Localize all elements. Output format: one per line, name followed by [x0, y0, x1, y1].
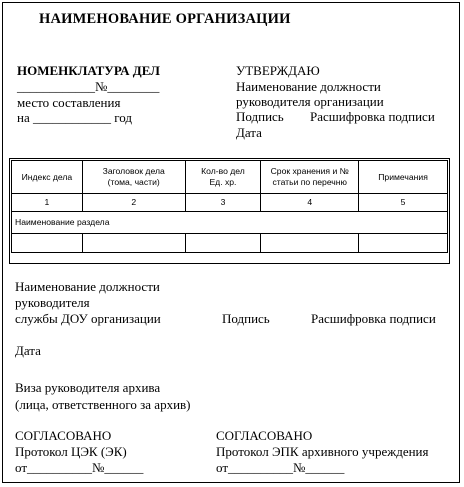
table-cell	[185, 234, 261, 253]
header-cell-retention: Срок хранения и № статьи по перечню	[261, 161, 359, 194]
table-section-row	[12, 212, 448, 234]
place-of-compilation: место составления	[17, 95, 121, 110]
archive-visa-line-2: (лица, ответственного за архив)	[15, 397, 191, 412]
header-cell-notes: Примечания	[359, 161, 448, 194]
approver-date: Дата	[236, 125, 262, 140]
column-number: 5	[359, 194, 448, 212]
approver-position-line-1: Наименование должности	[236, 79, 381, 94]
number-line: ____________№________	[17, 79, 160, 94]
year-line: на ____________ год	[17, 110, 132, 125]
agreed-right: СОГЛАСОВАНО	[216, 428, 313, 443]
table-header-row	[12, 161, 448, 194]
approver-signature-decoding: Расшифровка подписи	[310, 109, 435, 124]
table-cell	[12, 234, 83, 253]
head-position-line-2: руководителя	[15, 295, 90, 310]
protocol-left: Протокол ЦЭК (ЭК)	[15, 444, 127, 459]
header-cell-count: Кол-во дел Ед. хр.	[185, 161, 261, 194]
approve-label: УТВЕРЖДАЮ	[236, 63, 320, 78]
column-number: 1	[12, 194, 83, 212]
table-empty-row	[12, 234, 448, 253]
head-position-line-3: службы ДОУ организации	[15, 311, 161, 326]
section-name-cell: Наименование раздела	[12, 212, 448, 234]
protocol-left-date-number: от__________№______	[15, 460, 144, 475]
approver-position-line-2: руководителя организации	[236, 94, 384, 109]
nomenclature-heading: НОМЕНКЛАТУРА ДЕЛ	[17, 63, 160, 78]
table-cell	[82, 234, 185, 253]
table-cell	[261, 234, 359, 253]
head-position-line-1: Наименование должности	[15, 279, 160, 294]
document-title: НАИМЕНОВАНИЕ ОРГАНИЗАЦИИ	[39, 11, 291, 27]
protocol-right-date-number: от__________№______	[216, 460, 345, 475]
approver-signature: Подпись	[236, 109, 284, 124]
agreed-left: СОГЛАСОВАНО	[15, 428, 112, 443]
nomenclature-table	[11, 160, 448, 253]
protocol-right: Протокол ЭПК архивного учреждения	[216, 444, 429, 459]
header-cell-index: Индекс дела	[12, 161, 83, 194]
table-number-row	[12, 194, 448, 212]
head-signature-decoding: Расшифровка подписи	[311, 311, 436, 326]
head-date: Дата	[15, 343, 41, 358]
head-signature: Подпись	[222, 311, 270, 326]
header-cell-title: Заголовок дела (тома, части)	[82, 161, 185, 194]
column-number: 2	[82, 194, 185, 212]
table-cell	[359, 234, 448, 253]
archive-visa-line-1: Виза руководителя архива	[15, 380, 161, 395]
column-number: 3	[185, 194, 261, 212]
column-number: 4	[261, 194, 359, 212]
